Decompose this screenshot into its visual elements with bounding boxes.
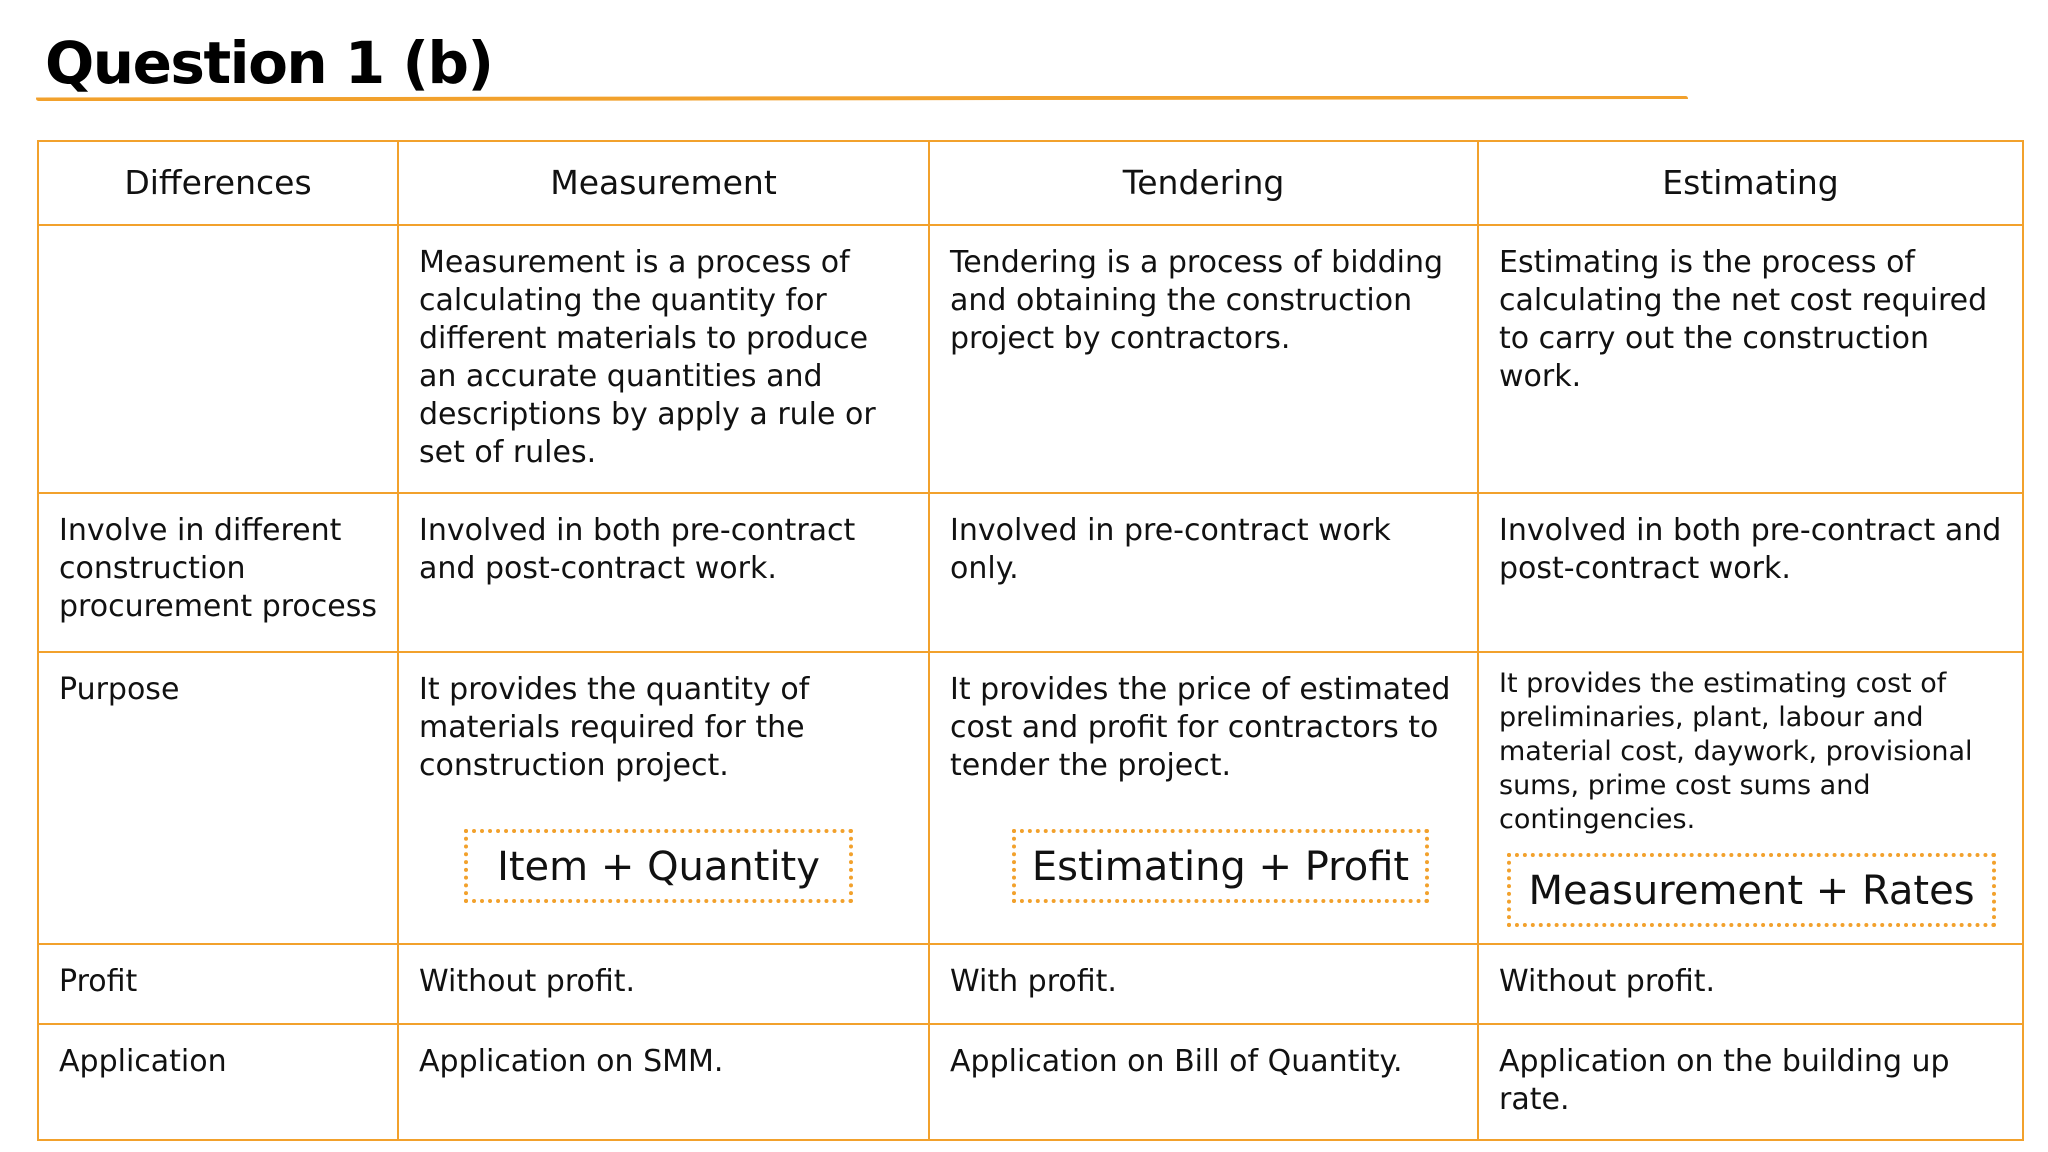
table-row-application [38,1024,2023,1140]
cell-measurement-procurement [398,493,929,652]
tendering-formula-box: Estimating + Profit [1012,829,1429,903]
row-label-procurement [38,493,398,652]
comparison-table [37,140,2024,1141]
header-measurement: Measurement [398,141,929,225]
table-row-definition [38,225,2023,493]
cell-estimating-application [1478,1024,2023,1140]
estimating-application-text: Application on the building up rate. [1499,1044,1950,1117]
table-row-purpose [38,652,2023,944]
row-label-purpose [38,652,398,944]
cell-estimating-definition [1478,225,2023,493]
row-label-text: Application [59,1044,227,1079]
row-label-profit [38,944,398,1024]
header-estimating: Estimating [1478,141,2023,225]
measurement-procurement-text: Involved in both pre-contract and post-contract work. [419,513,856,586]
cell-measurement-application [398,1024,929,1140]
tendering-application-text: Application on Bill of Quantity. [950,1044,1403,1079]
cell-estimating-profit [1478,944,2023,1024]
header-differences: Differences [38,141,398,225]
table-row-procurement [38,493,2023,652]
cell-tendering-profit [929,944,1478,1024]
cell-measurement-purpose [398,652,929,944]
tendering-procurement-text: Involved in pre-contract work only. [950,513,1391,586]
row-label-application [38,1024,398,1140]
measurement-formula-box: Item + Quantity [464,829,853,903]
cell-measurement-profit [398,944,929,1024]
cell-estimating-purpose [1478,652,2023,944]
table-header-row [38,141,2023,225]
row-label-text: Profit [59,964,138,999]
estimating-purpose-text: It provides the estimating cost of preliminaries, plant, labour and material cost, daywork, provisional sums, prime cost sums and contingencies. [1499,668,1973,835]
measurement-purpose-text: It provides the quantity of materials required for the construction project. [419,672,810,783]
cell-measurement-definition [398,225,929,493]
estimating-procurement-text: Involved in both pre-contract and post-contract work. [1499,513,2002,586]
measurement-profit-text: Without profit. [419,964,636,999]
cell-tendering-application [929,1024,1478,1140]
measurement-definition-text: Measurement is a process of calculating the quantity for different materials to produce an accurate quantities and descriptions by apply a rule or set of rules. [419,245,876,470]
row-label-definition [38,225,398,493]
estimating-formula-box: Measurement + Rates [1507,853,1996,927]
table-row-profit [38,944,2023,1024]
page-title: Question 1 (b) [45,29,493,97]
tendering-definition-text: Tendering is a process of bidding and obtaining the construction project by contractors. [950,245,1444,356]
cell-tendering-purpose [929,652,1478,944]
estimating-profit-text: Without profit. [1499,964,1716,999]
measurement-application-text: Application on SMM. [419,1044,724,1079]
row-label-text: Purpose [59,672,180,707]
row-label-text: Involve in different construction procurement process [59,513,377,624]
title-underline [36,96,1688,101]
header-tendering: Tendering [929,141,1478,225]
estimating-definition-text: Estimating is the process of calculating the net cost required to carry out the construction work. [1499,245,1988,394]
cell-tendering-procurement [929,493,1478,652]
cell-tendering-definition [929,225,1478,493]
tendering-profit-text: With profit. [950,964,1117,999]
tendering-purpose-text: It provides the price of estimated cost and profit for contractors to tender the project. [950,672,1451,783]
cell-estimating-procurement [1478,493,2023,652]
